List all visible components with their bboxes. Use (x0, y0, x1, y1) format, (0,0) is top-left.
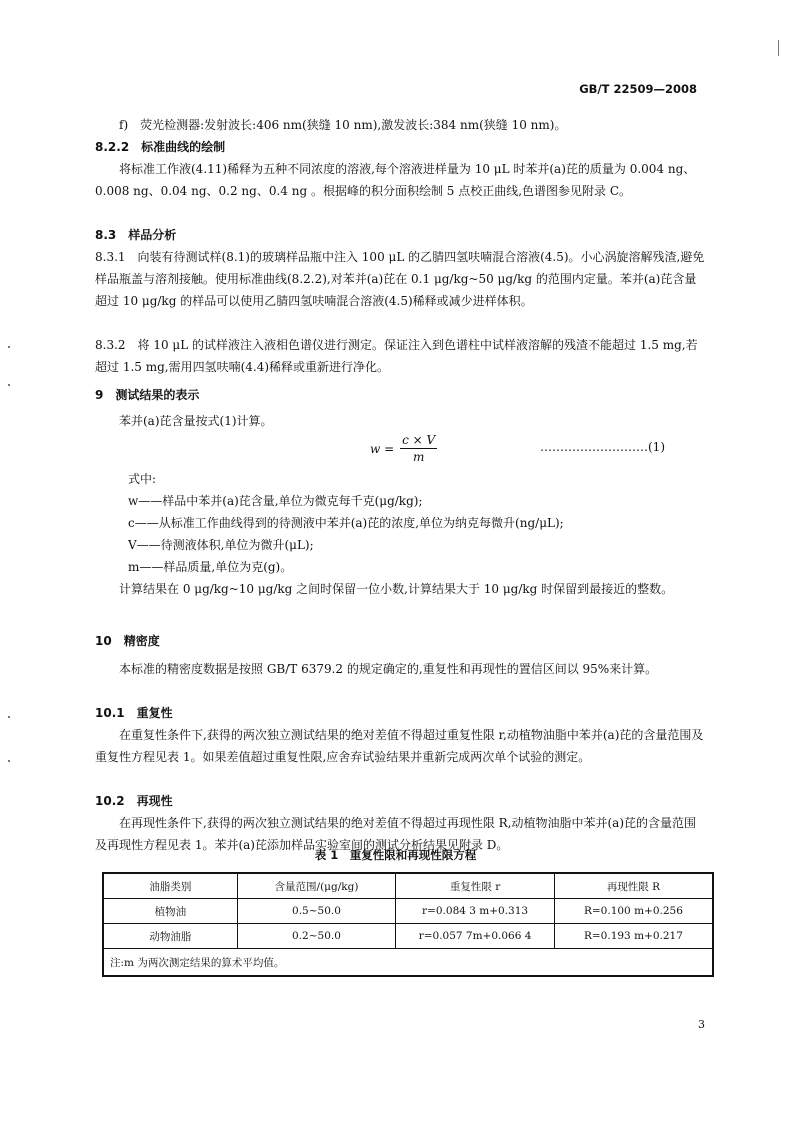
table-note-row (103, 949, 713, 977)
table-cell: 0.5~50.0 (237, 899, 396, 924)
formula-lhs: w = (370, 441, 395, 456)
table-cell: r=0.084 3 m+0.313 (396, 899, 555, 924)
table-cell: 动物油脂 (103, 924, 237, 949)
table-caption: 表 1 重复性限和再现性限方程 (314, 848, 477, 862)
table-cell: R=0.193 m+0.217 (554, 924, 713, 949)
column-header: 再现性限 R (554, 873, 713, 899)
heading-8-3: 8.3 样品分析 (95, 228, 177, 242)
heading-10-1: 10.1 重复性 (95, 706, 173, 720)
formula-1 (370, 432, 437, 465)
precision-table (102, 872, 714, 977)
scan-mark (8, 346, 10, 348)
paragraph-8-3-1: 8.3.1 向装有待测试样(8.1)的玻璃样品瓶中注入 100 μL 的乙腈四氢呋喃混合溶液(4.5)。小心涡旋溶解残渣,避免样品瓶盖与溶剂接触。使用标准曲线(8.2.2),对苯并(a)芘在 0.1 μg/kg~50 μg/kg 的范围内定量。苯并(a)芘含量超过 10 μg/kg 的样品可以使用乙腈四氢呋喃混合溶液(4.5)稀释或减少进样体积。 (95, 250, 705, 308)
heading-9: 9 测试结果的表示 (95, 388, 200, 402)
formula-fraction (400, 432, 437, 465)
paragraph-9-result: 计算结果在 0 μg/kg~10 μg/kg 之间时保留一位小数,计算结果大于 10 μg/kg 时保留到最接近的整数。 (119, 582, 674, 596)
where-label: 式中: (128, 472, 157, 486)
page-number: 3 (698, 1018, 705, 1031)
paragraph-10-1: 在重复性条件下,获得的两次独立测试结果的绝对差值不得超过重复性限 r,动植物油脂中苯并(a)芘的含量范围及重复性方程见表 1。如果差值超过重复性限,应舍弃试验结果并重新完成两次单个试验的测定。 (95, 728, 704, 764)
paragraph-9-intro: 苯并(a)芘含量按式(1)计算。 (119, 414, 273, 428)
column-header: 含量范围/(μg/kg) (237, 873, 396, 899)
paragraph-10-2: 在再现性条件下,获得的两次独立测试结果的绝对差值不得超过再现性限 R,动植物油脂中苯并(a)芘的含量范围及再现性方程见表 1。苯并(a)芘添加样品实验室间的测试分析结果见附录 D。 (95, 816, 697, 852)
formula-number: ………………………(1) (540, 440, 665, 454)
scan-mark (8, 760, 10, 762)
table-cell: 植物油 (103, 899, 237, 924)
standard-number: GB/T 22509—2008 (579, 82, 697, 96)
column-header: 油脂类别 (103, 873, 237, 899)
table-row (103, 924, 713, 949)
heading-10: 10 精密度 (95, 634, 160, 648)
scan-mark (778, 40, 779, 56)
var-m: m——样品质量,单位为克(g)。 (128, 560, 293, 574)
paragraph-8-3-2: 8.3.2 将 10 μL 的试样液注入液相色谱仪进行测定。保证注入到色谱柱中试样液溶解的残渣不能超过 1.5 mg,若超过 1.5 mg,需用四氢呋喃(4.4)稀释或重新进行净化。 (95, 338, 698, 374)
var-w: w——样品中苯并(a)芘含量,单位为微克每千克(μg/kg); (128, 494, 423, 508)
paragraph-detector: f) 荧光检测器:发射波长:406 nm(狭缝 10 nm),激发波长:384 nm(狭缝 10 nm)。 (119, 118, 567, 132)
heading-10-2: 10.2 再现性 (95, 794, 173, 808)
table-cell: R=0.100 m+0.256 (554, 899, 713, 924)
table-cell: r=0.057 7m+0.066 4 (396, 924, 555, 949)
heading-8-2-2: 8.2.2 标准曲线的绘制 (95, 140, 226, 154)
table-note: 注:m 为两次测定结果的算术平均值。 (103, 949, 713, 977)
scan-mark (8, 384, 10, 386)
var-v: V——待测液体积,单位为微升(μL); (128, 538, 314, 552)
paragraph-8-2-2: 将标准工作液(4.11)稀释为五种不同浓度的溶液,每个溶液进样量为 10 μL 时苯并(a)芘的质量为 0.004 ng、0.008 ng、0.04 ng、0.2 ng、0.4 ng 。根据峰的积分面积绘制 5 点校正曲线,色谱图参见附录 C。 (95, 162, 696, 198)
column-header: 重复性限 r (396, 873, 555, 899)
table-row (103, 899, 713, 924)
formula-numerator: c × V (402, 433, 436, 447)
table-header-row (103, 873, 713, 899)
var-c: c——从标准工作曲线得到的待测液中苯并(a)芘的浓度,单位为纳克每微升(ng/μL); (128, 516, 564, 530)
paragraph-10: 本标准的精密度数据是按照 GB/T 6379.2 的规定确定的,重复性和再现性的置信区间以 95%来计算。 (119, 662, 658, 676)
table-cell: 0.2~50.0 (237, 924, 396, 949)
formula-denominator: m (412, 450, 425, 464)
scan-mark (8, 716, 10, 718)
